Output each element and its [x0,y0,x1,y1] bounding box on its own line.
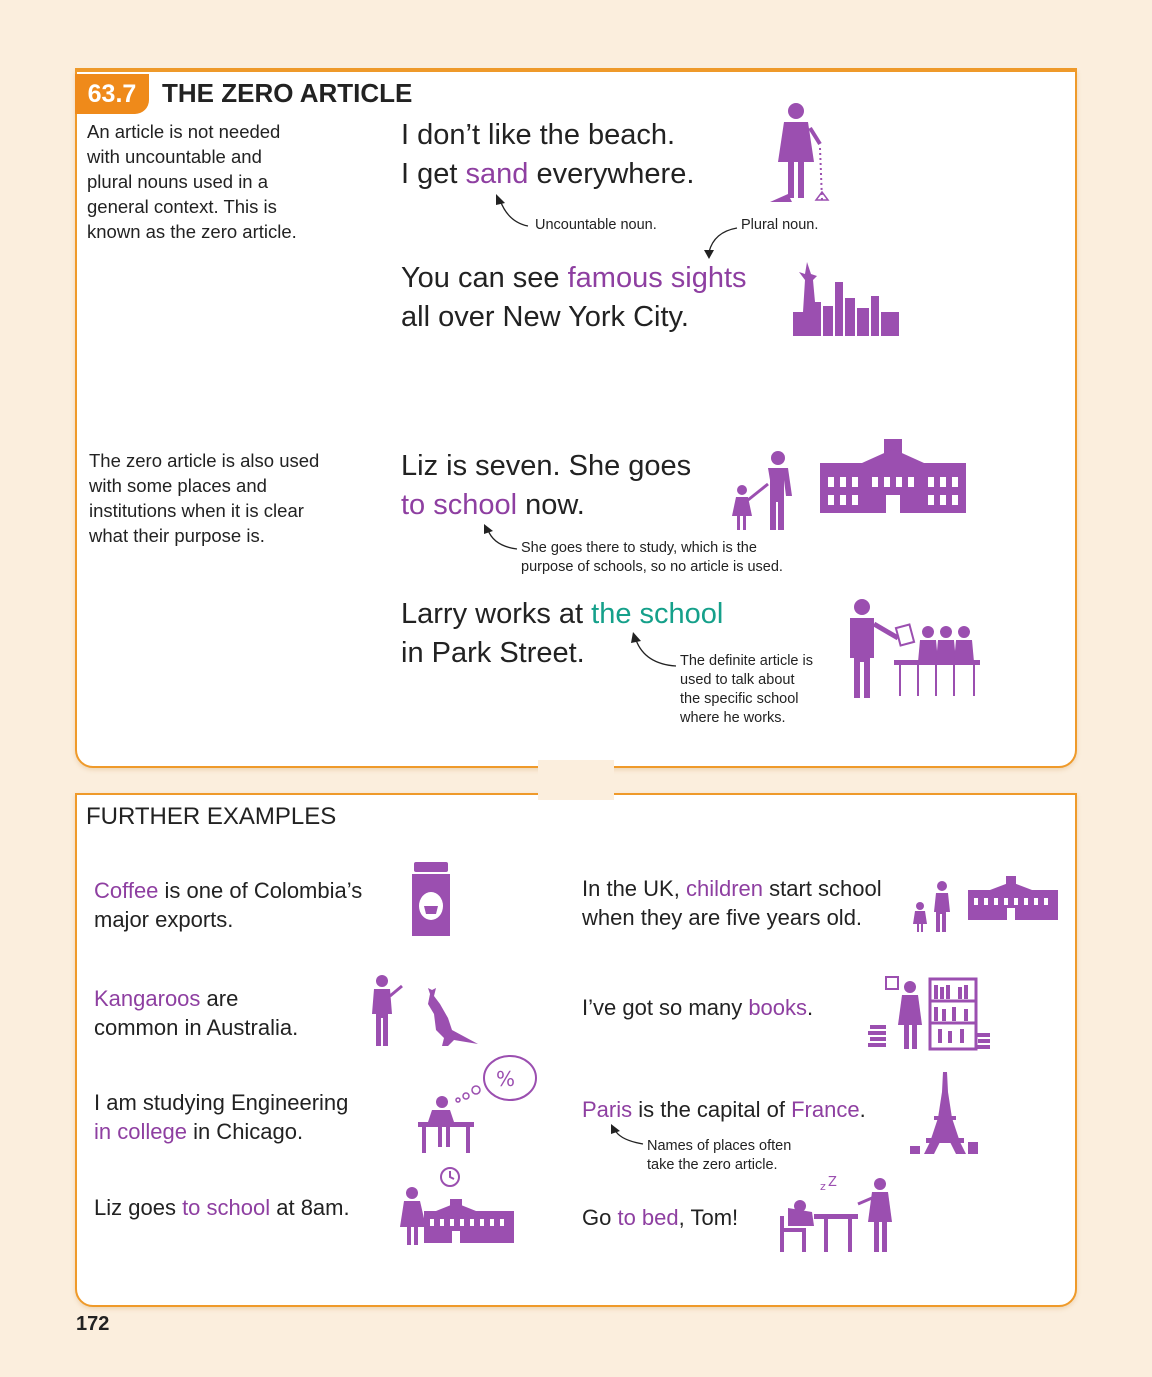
example-uk [582,874,882,932]
girl-school-clock-icon [398,1165,514,1247]
note-paris: Names of places often take the zero article. [647,1138,792,1173]
student-thinking-icon [416,1054,540,1156]
desc-line: The zero article is also used [89,450,320,471]
sleeping-child-mother-icon [776,1176,898,1254]
highlight: to school [182,1195,271,1220]
example-liz-8am [94,1193,350,1222]
example-kangaroos [94,984,298,1042]
example-line: in college in Chicago. [94,1119,304,1144]
highlight: famous sights [567,262,747,294]
highlight: Paris [582,1097,633,1122]
desc-line: what their purpose is. [89,525,265,546]
example-line: I don’t like the beach. [401,119,676,151]
new-york-skyline-icon [793,262,901,338]
example-line: Kangaroos are [94,986,239,1011]
books-shelf-icon [868,973,992,1053]
annotation-arrows [0,0,1,1]
further-examples-heading: FURTHER EXAMPLES [86,803,337,830]
coffee-bag-icon [410,862,452,938]
highlight-definite: the school [591,598,724,630]
highlight: books [748,995,808,1020]
highlight: to school [401,489,518,521]
example-bed [582,1203,738,1232]
note-larry: The definite article is used to talk about the specific school where he works. [680,653,813,726]
desc-line: known as the zero article. [87,221,297,242]
desc-line: with uncountable and [87,146,262,167]
teacher-classroom-icon [846,598,980,700]
example-line: In the UK, children start school [582,876,882,901]
note-uncountable: Uncountable noun. [535,217,657,233]
example-engineering [94,1088,348,1146]
note-liz: She goes there to study, which is the purpose of schools, so no article is used. [521,540,783,575]
example-line: when they are five years old. [582,905,863,930]
example-line: Liz is seven. She goes [401,450,692,482]
example-line: all over New York City. [401,301,689,333]
example-books [582,993,813,1022]
example-line: Liz goes to school at 8am. [94,1195,350,1220]
highlight: in college [94,1119,187,1144]
intro-description-1 [87,119,297,244]
example-line: common in Australia. [94,1015,299,1040]
svg-text:%: % [496,1067,516,1091]
example-liz [401,447,691,525]
panel-gap [538,760,614,800]
intro-description-2 [89,448,319,548]
desc-line: general context. This is [87,196,277,217]
example-line: I get sand everywhere. [401,158,695,190]
example-line: Go to bed, Tom! [582,1205,739,1230]
man-kangaroo-icon [368,974,484,1050]
example-line: major exports. [94,907,234,932]
desc-line: institutions when it is clear [89,500,304,521]
highlight: France [791,1097,860,1122]
section-number: 63.7 [75,74,149,114]
example-line: Larry works at the school [401,598,724,630]
svg-text:z: z [820,1180,826,1193]
school-building-icon [820,439,966,513]
desc-line: with some places and [89,475,267,496]
example-sights [401,259,747,337]
example-line: in Park Street. [401,637,585,669]
example-line: You can see famous sights [401,262,747,294]
woman-sand-icon [770,102,836,206]
example-line: Coffee is one of Colombia’s [94,878,363,903]
eiffel-tower-icon [910,1072,980,1156]
example-line: I am studying Engineering [94,1090,349,1115]
example-coffee [94,876,362,934]
note-plural: Plural noun. [741,217,819,233]
example-line: I’ve got so many books. [582,995,814,1020]
example-larry [401,595,723,673]
section-title: THE ZERO ARTICLE [162,78,413,108]
highlight: children [685,876,763,901]
example-line: to school now. [401,489,585,521]
desc-line: plural nouns used in a [87,171,269,192]
highlight: sand [465,158,529,190]
highlight: to bed [617,1205,679,1230]
example-line: Paris is the capital of France. [582,1097,866,1122]
parent-child-icon [730,450,796,532]
page-number: 172 [76,1313,110,1335]
example-paris [582,1095,866,1124]
highlight: Coffee [94,878,159,903]
desc-line: An article is not needed [87,121,281,142]
highlight: Kangaroos [94,986,201,1011]
example-beach [401,116,694,194]
svg-text:Z: Z [828,1175,837,1190]
parent-child-school-icon [912,876,1058,934]
